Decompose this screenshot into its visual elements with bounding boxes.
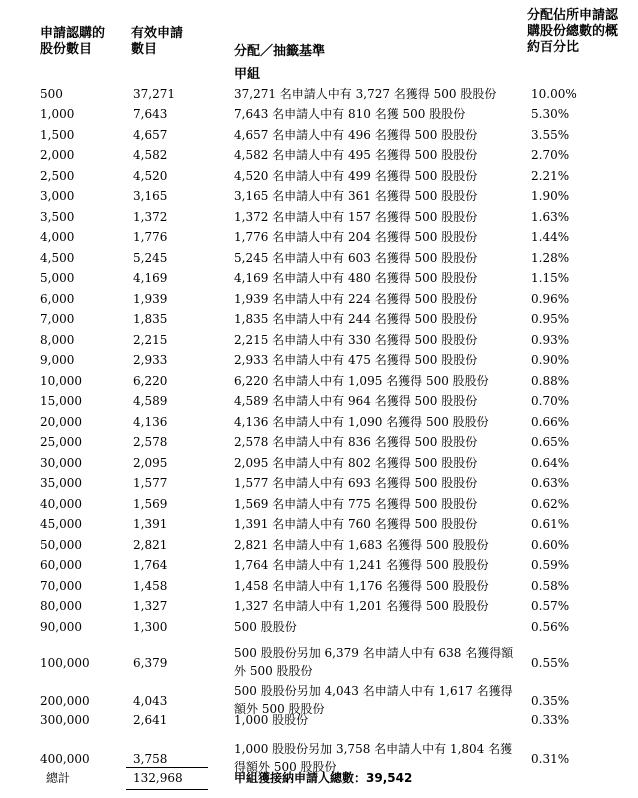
cell-shares-applied: 8,000 (40, 333, 75, 347)
cell-valid-applications: 1,391 (133, 517, 168, 531)
cell-valid-applications: 1,776 (133, 230, 168, 244)
cell-allocation-basis: 1,764 名申請人中有 1,241 名獲得 500 股股份 (234, 558, 489, 572)
cell-valid-applications: 6,220 (133, 374, 168, 388)
cell-shares-applied: 4,000 (40, 230, 75, 244)
cell-allocation-basis: 5,245 名申請人中有 603 名獲得 500 股股份 (234, 251, 478, 265)
cell-allocation-percentage: 0.59% (531, 558, 570, 572)
cell-allocation-basis: 4,520 名申請人中有 499 名獲得 500 股股份 (234, 169, 478, 183)
cell-allocation-percentage: 0.62% (531, 497, 570, 511)
cell-allocation-basis: 2,933 名申請人中有 475 名獲得 500 股股份 (234, 353, 478, 367)
cell-allocation-percentage: 10.00% (531, 87, 577, 101)
cell-shares-applied: 7,000 (40, 312, 75, 326)
cell-valid-applications: 1,939 (133, 292, 168, 306)
cell-shares-applied: 2,500 (40, 169, 75, 183)
cell-valid-applications: 3,165 (133, 189, 168, 203)
cell-valid-applications: 1,764 (133, 558, 168, 572)
cell-shares-applied: 3,000 (40, 189, 75, 203)
cell-shares-applied: 2,000 (40, 148, 75, 162)
cell-allocation-basis: 500 股股份另加 4,043 名申請人中有 1,617 名獲得額外 500 股股份 (234, 684, 513, 716)
cell-allocation-basis: 2,821 名申請人中有 1,683 名獲得 500 股股份 (234, 538, 489, 552)
cell-allocation-percentage: 0.93% (531, 333, 570, 347)
cell-valid-applications: 4,136 (133, 415, 168, 429)
cell-allocation-percentage: 2.21% (531, 169, 570, 183)
total-label: 總計 (46, 771, 71, 785)
cell-allocation-percentage: 0.65% (531, 435, 570, 449)
cell-valid-applications: 1,372 (133, 210, 168, 224)
cell-shares-applied: 6,000 (40, 292, 75, 306)
cell-allocation-percentage: 1.15% (531, 271, 570, 285)
total-value: 132,968 (133, 771, 183, 785)
cell-allocation-basis: 1,458 名申請人中有 1,176 名獲得 500 股股份 (234, 579, 489, 593)
cell-allocation-basis: 1,939 名申請人中有 224 名獲得 500 股股份 (234, 292, 478, 306)
cell-valid-applications: 4,589 (133, 394, 168, 408)
cell-shares-applied: 1,000 (40, 107, 75, 121)
cell-allocation-percentage: 3.55% (531, 128, 570, 142)
cell-shares-applied: 100,000 (40, 656, 90, 670)
cell-allocation-basis: 7,643 名申請人中有 810 名獲 500 股股份 (234, 107, 466, 121)
cell-allocation-percentage: 0.56% (531, 620, 570, 634)
cell-allocation-percentage: 0.55% (531, 656, 570, 670)
cell-shares-applied: 60,000 (40, 558, 82, 572)
cell-valid-applications: 2,215 (133, 333, 168, 347)
cell-valid-applications: 4,520 (133, 169, 168, 183)
group-a-label: 甲組 (234, 67, 261, 82)
header-allocation-basis: 分配／抽籤基準 (234, 44, 326, 59)
header-shares-applied: 申請認購的 股份數目 (40, 26, 106, 57)
cell-shares-applied: 50,000 (40, 538, 82, 552)
header-allocation-percentage: 分配佔所申請認 購股份總數的概 約百分比 (527, 8, 619, 55)
cell-valid-applications: 37,271 (133, 87, 175, 101)
cell-shares-applied: 35,000 (40, 476, 82, 490)
cell-allocation-percentage: 0.31% (531, 752, 570, 766)
group-a-total-successful: 甲組獲接納申請人總數：39,542 (234, 771, 413, 785)
cell-shares-applied: 9,000 (40, 353, 75, 367)
cell-shares-applied: 90,000 (40, 620, 82, 634)
cell-shares-applied: 45,000 (40, 517, 82, 531)
cell-valid-applications: 2,641 (133, 713, 168, 727)
cell-valid-applications: 4,657 (133, 128, 168, 142)
cell-allocation-basis: 1,577 名申請人中有 693 名獲得 500 股股份 (234, 476, 478, 490)
cell-allocation-percentage: 1.90% (531, 189, 570, 203)
cell-allocation-basis: 500 股股份 (234, 620, 297, 634)
cell-allocation-basis: 1,327 名申請人中有 1,201 名獲得 500 股股份 (234, 599, 489, 613)
cell-allocation-basis: 2,578 名申請人中有 836 名獲得 500 股股份 (234, 435, 478, 449)
cell-allocation-percentage: 0.95% (531, 312, 570, 326)
cell-allocation-percentage: 0.88% (531, 374, 570, 388)
cell-allocation-basis: 1,391 名申請人中有 760 名獲得 500 股股份 (234, 517, 478, 531)
cell-allocation-percentage: 0.64% (531, 456, 570, 470)
cell-allocation-percentage: 0.57% (531, 599, 570, 613)
cell-allocation-basis: 1,569 名申請人中有 775 名獲得 500 股股份 (234, 497, 478, 511)
cell-allocation-percentage: 5.30% (531, 107, 570, 121)
cell-valid-applications: 3,758 (133, 752, 168, 766)
cell-valid-applications: 1,835 (133, 312, 168, 326)
header-valid-applications: 有效申請 數目 (131, 26, 184, 57)
cell-shares-applied: 20,000 (40, 415, 82, 429)
total-rule-bottom (126, 789, 208, 790)
cell-shares-applied: 30,000 (40, 456, 82, 470)
cell-valid-applications: 1,458 (133, 579, 168, 593)
cell-valid-applications: 2,095 (133, 456, 168, 470)
cell-valid-applications: 4,582 (133, 148, 168, 162)
cell-allocation-percentage: 0.70% (531, 394, 570, 408)
cell-allocation-percentage: 0.96% (531, 292, 570, 306)
cell-shares-applied: 10,000 (40, 374, 82, 388)
cell-shares-applied: 80,000 (40, 599, 82, 613)
cell-valid-applications: 1,569 (133, 497, 168, 511)
cell-allocation-basis: 2,215 名申請人中有 330 名獲得 500 股股份 (234, 333, 478, 347)
cell-shares-applied: 4,500 (40, 251, 75, 265)
cell-shares-applied: 3,500 (40, 210, 75, 224)
cell-shares-applied: 1,500 (40, 128, 75, 142)
cell-shares-applied: 200,000 (40, 694, 90, 708)
cell-valid-applications: 6,379 (133, 656, 168, 670)
cell-allocation-basis: 3,165 名申請人中有 361 名獲得 500 股股份 (234, 189, 478, 203)
cell-allocation-basis: 4,169 名申請人中有 480 名獲得 500 股股份 (234, 271, 478, 285)
cell-valid-applications: 4,043 (133, 694, 168, 708)
cell-allocation-percentage: 0.90% (531, 353, 570, 367)
cell-allocation-basis: 4,582 名申請人中有 495 名獲得 500 股股份 (234, 148, 478, 162)
cell-allocation-percentage: 0.58% (531, 579, 570, 593)
cell-allocation-percentage: 0.63% (531, 476, 570, 490)
cell-allocation-percentage: 1.28% (531, 251, 570, 265)
cell-allocation-percentage: 2.70% (531, 148, 570, 162)
cell-allocation-basis: 2,095 名申請人中有 802 名獲得 500 股股份 (234, 456, 478, 470)
cell-shares-applied: 40,000 (40, 497, 82, 511)
cell-allocation-basis: 4,136 名申請人中有 1,090 名獲得 500 股股份 (234, 415, 489, 429)
cell-valid-applications: 7,643 (133, 107, 168, 121)
cell-shares-applied: 400,000 (40, 752, 90, 766)
cell-valid-applications: 1,300 (133, 620, 168, 634)
cell-allocation-percentage: 0.33% (531, 713, 570, 727)
cell-allocation-percentage: 0.60% (531, 538, 570, 552)
cell-valid-applications: 1,577 (133, 476, 168, 490)
cell-allocation-percentage: 0.35% (531, 694, 570, 708)
cell-valid-applications: 5,245 (133, 251, 168, 265)
cell-shares-applied: 15,000 (40, 394, 82, 408)
cell-allocation-percentage: 0.66% (531, 415, 570, 429)
cell-allocation-basis: 500 股股份另加 6,379 名申請人中有 638 名獲得額外 500 股股份 (234, 646, 514, 678)
cell-allocation-basis: 37,271 名申請人中有 3,727 名獲得 500 股股份 (234, 87, 497, 101)
cell-allocation-basis: 4,589 名申請人中有 964 名獲得 500 股股份 (234, 394, 478, 408)
cell-shares-applied: 70,000 (40, 579, 82, 593)
cell-allocation-basis: 1,372 名申請人中有 157 名獲得 500 股股份 (234, 210, 478, 224)
cell-allocation-basis: 1,776 名申請人中有 204 名獲得 500 股股份 (234, 230, 478, 244)
cell-allocation-basis: 6,220 名申請人中有 1,095 名獲得 500 股股份 (234, 374, 489, 388)
cell-allocation-percentage: 1.44% (531, 230, 570, 244)
cell-allocation-percentage: 1.63% (531, 210, 570, 224)
cell-valid-applications: 2,933 (133, 353, 168, 367)
cell-shares-applied: 5,000 (40, 271, 75, 285)
cell-allocation-basis: 4,657 名申請人中有 496 名獲得 500 股股份 (234, 128, 478, 142)
cell-valid-applications: 2,821 (133, 538, 168, 552)
cell-valid-applications: 1,327 (133, 599, 168, 613)
cell-allocation-basis: 1,000 股股份另加 3,758 名申請人中有 1,804 名獲得額外 500 股股份 (234, 742, 513, 774)
cell-allocation-percentage: 0.61% (531, 517, 570, 531)
cell-shares-applied: 500 (40, 87, 63, 101)
cell-valid-applications: 4,169 (133, 271, 168, 285)
cell-valid-applications: 2,578 (133, 435, 168, 449)
cell-allocation-basis: 1,000 股股份 (234, 713, 309, 727)
cell-shares-applied: 25,000 (40, 435, 82, 449)
cell-allocation-basis: 1,835 名申請人中有 244 名獲得 500 股股份 (234, 312, 478, 326)
cell-shares-applied: 300,000 (40, 713, 90, 727)
